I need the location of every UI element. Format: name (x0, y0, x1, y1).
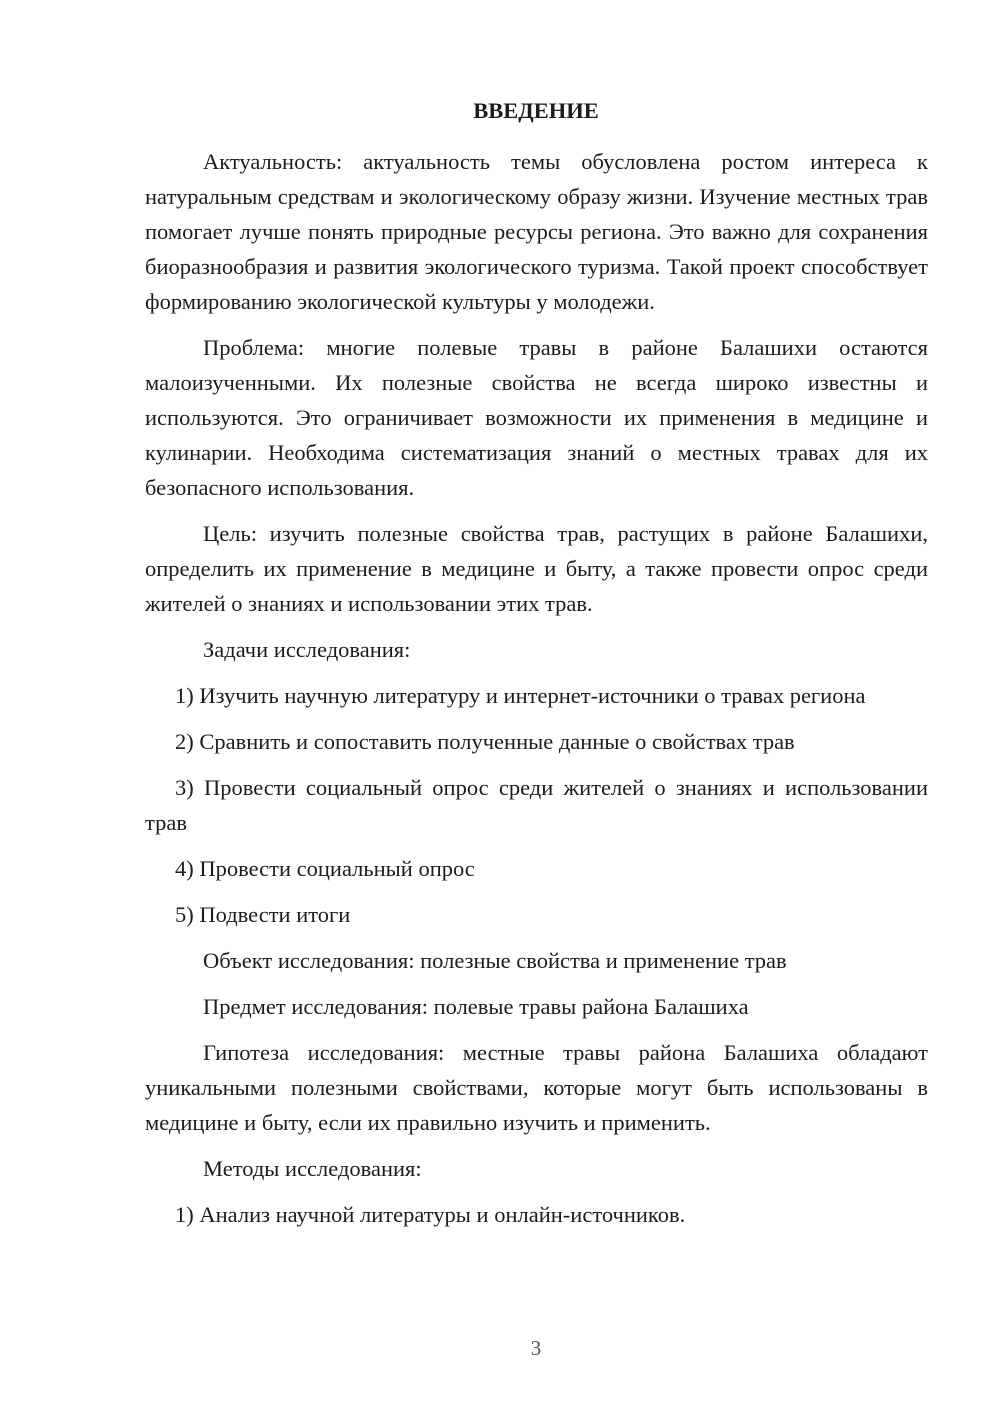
paragraph-methods-heading: Методы исследования: (203, 1156, 422, 1181)
paragraph-relevance: Актуальность: актуальность темы обусловлена ростом интереса к натуральным средствам и экологическому образу жизни. Изучение местных трав помогает лучше понять природные ресурсы региона. Это важно для сохранения биоразнообразия и развития экологического туризма. Такой проект способствует формированию экологической культуры у молодежи. (145, 149, 928, 314)
section-title: ВВЕДЕНИЕ (473, 98, 599, 123)
list-item-task-3: 3) Провести социальный опрос среди жителей о знаниях и использовании трав (145, 775, 928, 835)
paragraph-tasks-heading: Задачи исследования: (203, 637, 411, 662)
paragraph-hypothesis: Гипотеза исследования: местные травы района Балашиха обладают уникальными полезными свойствами, которые могут быть использованы в медицине и быту, если их правильно изучить и применить. (145, 1040, 928, 1135)
paragraph-object: Объект исследования: полезные свойства и применение трав (203, 948, 787, 973)
page-number: 3 (530, 1336, 542, 1360)
paragraph-goal: Цель: изучить полезные свойства трав, растущих в районе Балашихи, определить их применение в медицине и быту, а также провести опрос среди жителей о знаниях и использовании этих трав. (145, 521, 928, 616)
list-item-task-2: 2) Сравнить и сопоставить полученные данные о свойствах трав (175, 729, 795, 754)
paragraph-problem: Проблема: многие полевые травы в районе Балашихи остаются малоизученными. Их полезные свойства не всегда широко известны и используются. Это ограничивает возможности их применения в медицине и кулинарии. Необходима систематизация знаний о местных травах для их безопасного использования. (145, 335, 928, 500)
list-item-task-1: 1) Изучить научную литературу и интернет-источники о травах региона (175, 683, 866, 708)
paragraph-subject: Предмет исследования: полевые травы района Балашиха (203, 994, 749, 1019)
list-item-method-1: 1) Анализ научной литературы и онлайн-источников. (175, 1202, 686, 1227)
body-text (145, 144, 928, 1243)
list-item-task-5: 5) Подвести итоги (175, 902, 351, 927)
list-item-task-4: 4) Провести социальный опрос (175, 856, 475, 881)
